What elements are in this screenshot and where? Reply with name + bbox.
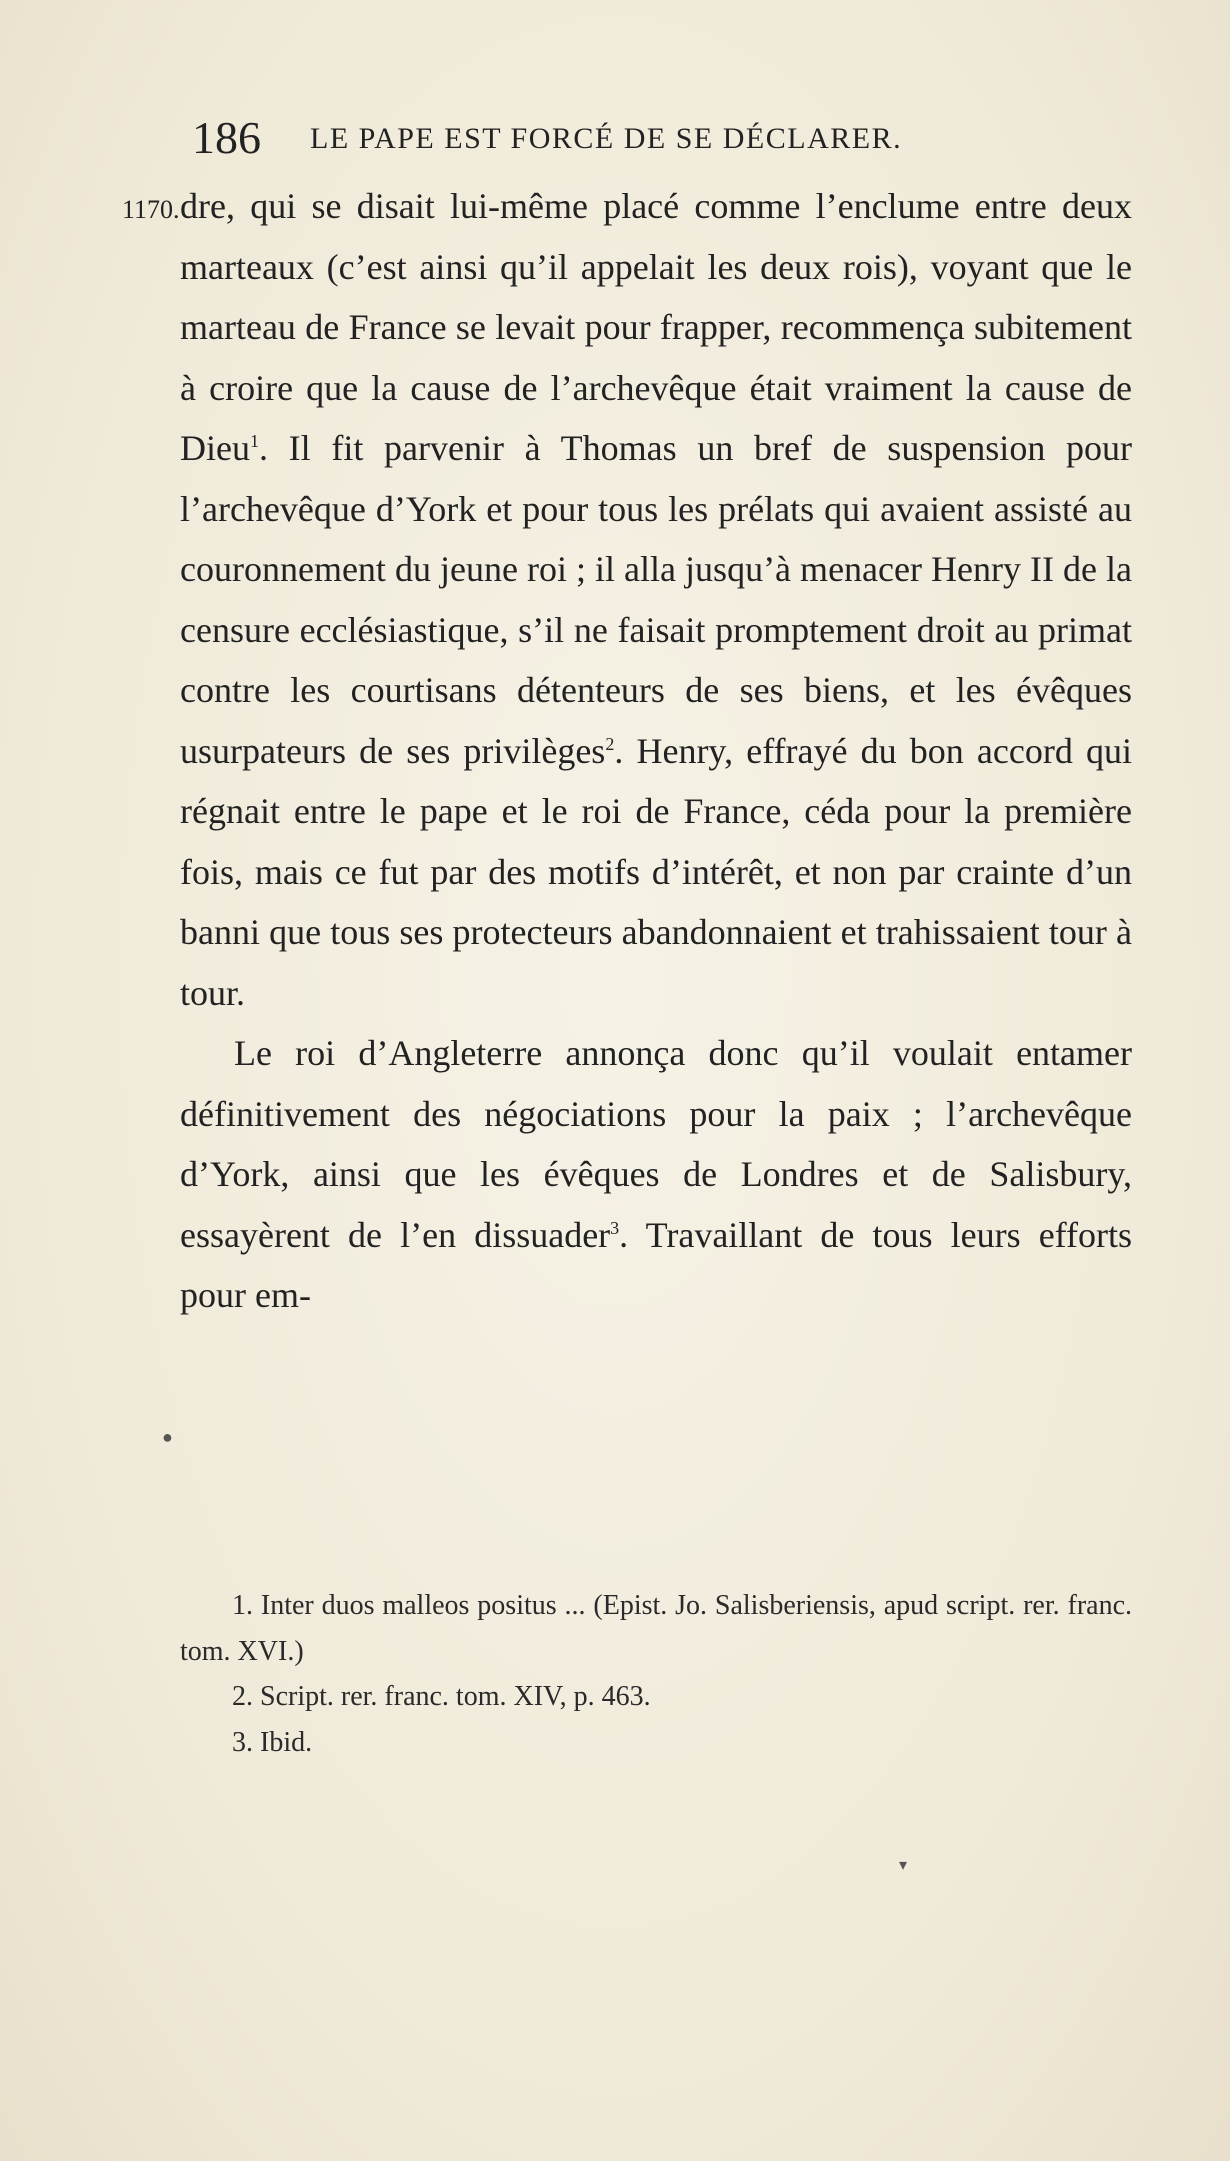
footnote-text: Inter duos malleos positus ... (Epist. Jo. Salisberiensis, apud script. rer. franc. tom. XVI.) [180, 1590, 1132, 1667]
text-run: Le roi d’Angleterre annonça donc qu’il voulait entamer définitivement des négociations pour la paix ; l’archevêque d’York, ainsi que les évêques de Londres et de Salisbury, essayèrent de l’en dissuader [180, 1033, 1132, 1255]
running-title: LE PAPE EST FORCÉ DE SE DÉCLARER. [310, 122, 903, 155]
note-ref-3: 3 [610, 1217, 620, 1238]
text-run: . Henry, effrayé du bon accord qui régnait entre le pape et le roi de France, céda pour la première fois, mais ce fut par des motifs d’intérêt, et non par crainte d’un banni que tous ses protecteurs abandonnaient et trahissaient tour à tour. [180, 730, 1132, 1013]
note-ref-1: 1 [249, 431, 259, 451]
stray-mark: ● [162, 1427, 173, 1447]
footnote-number: 3. [232, 1726, 253, 1758]
text-run: . Il fit parvenir à Thomas un bref de suspension pour l’archevêque d’York et pour tous les prélats qui avaient assisté au couronnement du jeune roi ; il alla jusqu’à menacer Henry II de la censure ecclésiastique, s’il ne faisait promptement droit au primat contre les courtisans détenteurs de ses biens, et les évêques usurpateurs de ses privilèges [180, 428, 1132, 771]
footnote-text: Script. rer. franc. tom. XIV, p. 463. [260, 1681, 651, 1712]
footnote-2 [180, 1674, 1132, 1720]
body-text [180, 176, 1132, 1326]
text-run: dre, qui se disait lui-même placé comme l’enclume entre deux marteaux (c’est ainsi qu’il appelait les deux rois), voyant que le marteau de France se levait pour frapper, recommença subitement à croire que la cause de l’archevêque était vraiment la cause de Dieu [180, 186, 1132, 468]
page-header [192, 108, 1092, 168]
margin-year: 1170. [122, 195, 180, 224]
footnote-1 [180, 1583, 1132, 1674]
stray-mark: ▾ [899, 1857, 908, 1874]
footnote-text: Ibid. [260, 1726, 313, 1758]
page-number: 186 [192, 112, 261, 163]
footnote-number: 2. [232, 1681, 253, 1712]
footnote-number: 1. [232, 1590, 253, 1621]
paragraph-2 [180, 1023, 1132, 1326]
text-run: . Travaillant de tous leurs efforts pour em- [180, 1214, 1132, 1315]
paragraph-1 [180, 176, 1132, 1023]
note-ref-2: 2 [605, 733, 615, 754]
footnotes [180, 1583, 1132, 1765]
footnote-3 [180, 1720, 1132, 1766]
